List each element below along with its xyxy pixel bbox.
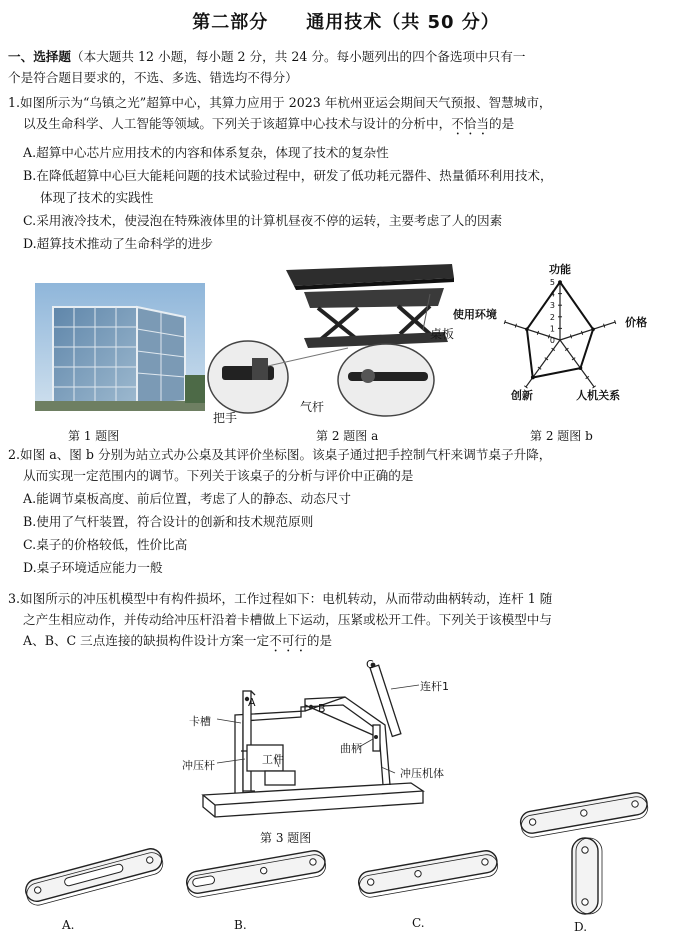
radar-axis-1 [560,322,615,340]
radar-axis-label: 人机关系 [576,388,621,402]
q2-figure-b-caption: 第 2 题图 b [530,429,593,443]
q3-choice-b-part [180,842,332,904]
q3-choice-a-part [18,845,170,907]
q2-label-handle: 把手 [213,411,238,425]
q3-figure-caption: 第 3 题图 [260,831,312,845]
q3-choice-d-part [514,780,654,920]
radar-point [525,327,529,331]
q3-stem: 3.如图所示的冲压机模型中有构件损坏，工作过程如下：电机转动，从而带动曲柄转动，连杆 1 随 之产生相应动作，并传动给冲压杆沿着卡槽做上下运动，压紧或松开工件。下列关于该模型中与 A、B、C 三点连接的缺损构件设计方案一定不可行的是 [8,591,553,648]
q3-emphasis: 不可行 [269,633,307,648]
q2-figure-desk [208,262,454,420]
section-heading: 一、选择题 [8,49,71,64]
page-title [0,8,692,34]
q3-figure-press [195,655,445,825]
q3-choice-c-label: C. [412,916,425,930]
q2-stem: 2.如图 a、图 b 分别为站立式办公桌及其评价坐标图。该桌子通过把手控制气杆来调节桌子升降， 从而实现一定范围内的调节。下列关于该桌子的分析与评价中正确的是 [8,447,552,483]
radar-tick-mark [504,320,505,324]
q3-choice-b-label: B. [234,918,247,932]
radar-tick-label: 0 [549,336,555,345]
q2-option-a: A.能调节桌板高度、前后位置，考虑了人的静态、动态尺寸 [23,491,351,506]
q3-label-press-rod: 冲压杆 [182,759,215,772]
q3-choice-d-label: D. [574,920,588,934]
radar-point [579,366,583,370]
radar-tick-label: 1 [549,324,555,334]
q2-figure-a-caption: 第 2 题图 a [316,429,379,443]
q3-label-workpiece: 工件 [262,753,284,766]
subject-label: 通用技术（共 50 分） [306,12,500,33]
radar-axis-label: 创新 [510,388,533,402]
q1-option-d: D.超算技术推动了生命科学的进步 [23,236,213,251]
q1-figure-caption: 第 1 题图 [68,429,120,443]
q1-emphasis: 不恰当 [451,116,489,131]
radar-point [591,327,595,331]
q1-stem: 1.如图所示为“乌镇之光”超算中心，其算力应用于 2023 年杭州亚运会期间天气预报、智慧城市， 以及生命科学、人工智能等领域。下列关于该超算中心技术与设计的分析中，不恰当的是 [8,95,552,131]
radar-tick-mark [581,331,582,335]
radar-axis-label: 功能 [549,263,571,276]
q1-option-c: C.采用液冷技术，使浸泡在特殊液体里的计算机昼夜不停的运转，主要考虑了人的因素 [23,213,503,228]
q3-choice-a-label: A. [62,918,75,932]
radar-tick-mark [537,331,538,335]
radar-tick-mark [604,324,605,328]
radar-tick-label: 4 [549,289,555,299]
radar-axis-label: 价格 [625,316,648,330]
radar-tick-label: 2 [549,312,555,322]
radar-tick-mark [515,324,516,328]
q2-option-d: D.桌子环境适应能力一般 [23,560,163,575]
q2-option-c: C.桌子的价格较低，性价比高 [23,537,188,552]
radar-axis-2 [560,340,594,387]
q3-label-a: A [248,696,256,709]
q2-label-rod: 气杆 [300,400,325,414]
q2-option-b: B.使用了气杆装置，符合设计的创新和技术规范原则 [23,514,314,529]
q2-label-desk: 桌板 [430,327,455,341]
q3-label-b: B [318,702,326,715]
q3-label-c: C [366,658,374,671]
q3-label-body: 冲压机体 [400,767,444,780]
radar-tick-label: 3 [549,301,555,311]
part-label: 第二部分 [192,12,269,33]
q1-option-b: B.在降低超算中心巨大能耗问题的技术试验过程中，研发了低功耗元器件、热量循环利用技术， [23,168,553,183]
radar-tick-mark [615,320,616,324]
q1-figure-building [35,283,205,411]
radar-point [558,280,562,284]
radar-tick-mark [570,335,571,339]
radar-axis-label: 使用环境 [452,308,497,322]
q3-label-crank: 曲柄 [340,742,362,755]
q1-option-a: A.超算中心芯片应用技术的内容和体系复杂，体现了技术的复杂性 [23,145,389,160]
q1-option-b-cont: 体现了技术的实践性 [40,190,154,205]
section-instruction: 一、选择题（本大题共 12 小题，每小题 2 分，共 24 分。每小题列出的四个备选项中只有一 个是符合题目要求的，不选、多选、错选均不得分） [8,49,526,85]
q3-label-rod1: 连杆1 [420,680,449,693]
q2-radar-chart [452,248,688,420]
q3-choice-c-part [352,842,504,904]
radar-point [531,376,535,380]
q3-label-slot: 卡槽 [189,715,211,728]
radar-tick-label: 5 [549,278,555,287]
